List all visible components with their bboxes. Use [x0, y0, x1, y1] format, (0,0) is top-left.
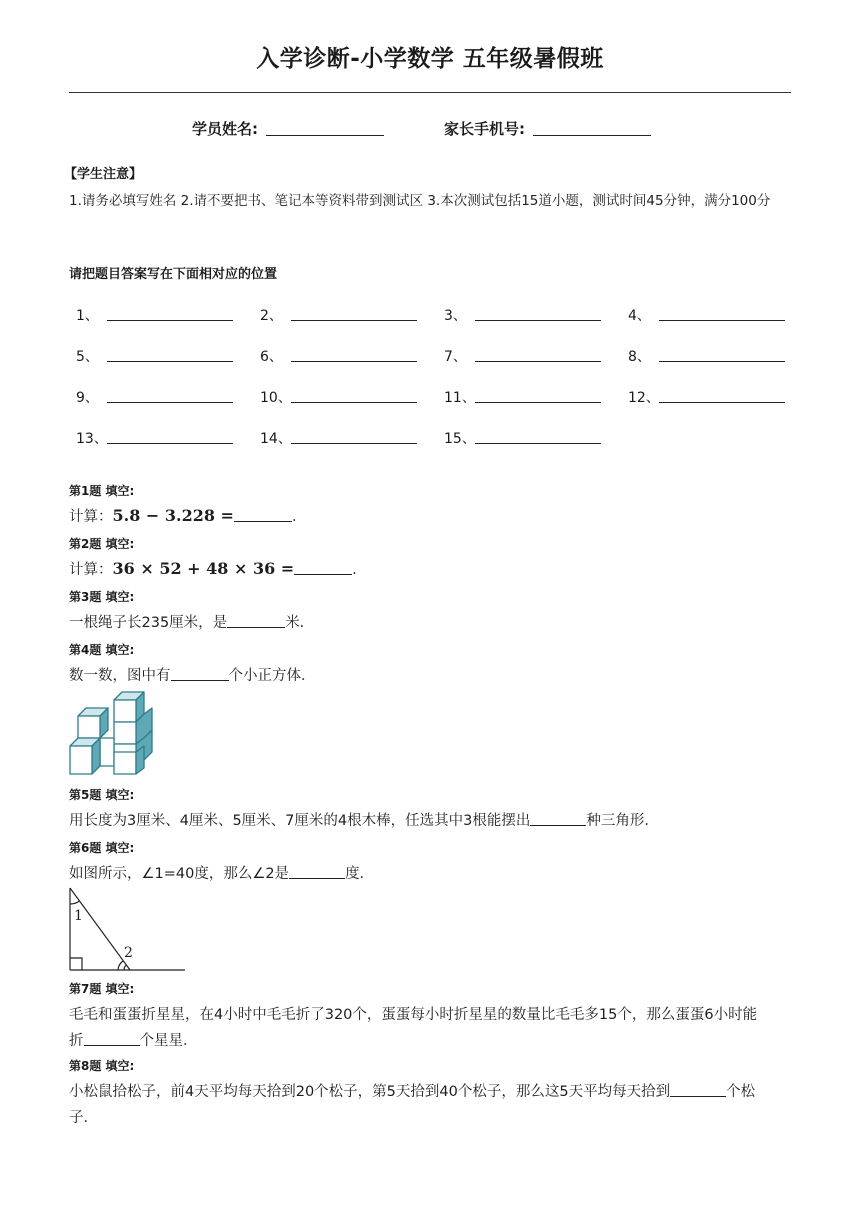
question-1-expression: 5.8 − 3.228 =	[112, 506, 234, 525]
parent-phone-label: 家长手机号:	[444, 120, 525, 138]
question-8-line-1: 小松鼠拾松子，前4天平均每天拾到20个松子，第5天拾到40个松子，那么这5天平均每天拾到 个松	[69, 1084, 756, 1100]
answer-slot-9[interactable]: 9、	[76, 387, 108, 407]
question-5-text: 用长度为3厘米、4厘米、5厘米、7厘米的4根木棒，任选其中3根能摆出 种三角形．	[69, 813, 659, 829]
answer-slot-14[interactable]: 14、	[260, 428, 292, 448]
answer-sheet-heading: 请把题目答案写在下面相对应的位置	[69, 267, 278, 282]
question-1-text: 计算：5.8 − 3.228 = ．	[69, 506, 307, 525]
answer-slot-3[interactable]: 3、	[444, 305, 476, 325]
answer-slot-5[interactable]: 5、	[76, 346, 108, 366]
answer-slot-6[interactable]: 6、	[260, 346, 292, 366]
question-2-expression: 36 × 52 + 48 × 36 =	[112, 559, 295, 578]
question-3-heading: 第3题 填空:	[69, 590, 135, 604]
question-6-heading: 第6题 填空:	[69, 841, 135, 855]
student-name-blank[interactable]	[266, 121, 384, 136]
question-5-heading: 第5题 填空:	[69, 788, 135, 802]
question-7-line-1: 毛毛和蛋蛋折星星，在4小时中毛毛折了320个，蛋蛋每小时折星星的数量比毛毛多15个，那么蛋蛋6小时能	[69, 1007, 758, 1023]
student-name-label: 学员姓名:	[192, 120, 258, 138]
cubes-figure	[68, 690, 158, 778]
angle-2-label: 2	[124, 945, 133, 961]
question-2-text: 计算：36 × 52 + 48 × 36 = ．	[69, 559, 367, 578]
question-6-blank[interactable]	[289, 864, 345, 879]
question-6-text: 如图所示，∠1=40度，那么∠2是 度．	[69, 866, 375, 882]
question-4-heading: 第4题 填空:	[69, 643, 135, 657]
title-divider	[69, 92, 791, 93]
question-2-blank[interactable]	[294, 560, 352, 575]
answer-slot-11[interactable]: 11、	[444, 387, 476, 407]
parent-phone-field	[444, 118, 651, 139]
answer-slot-2[interactable]: 2、	[260, 305, 292, 325]
question-4-text: 数一数，图中有 个小正方体．	[69, 668, 316, 684]
answer-slot-8[interactable]: 8、	[628, 346, 660, 366]
question-7-blank[interactable]	[84, 1031, 140, 1046]
parent-phone-blank[interactable]	[533, 121, 651, 136]
question-8-blank[interactable]	[670, 1082, 726, 1097]
question-3-text: 一根绳子长235厘米，是 米．	[69, 615, 315, 631]
answer-slot-7[interactable]: 7、	[444, 346, 476, 366]
question-1-heading: 第1题 填空:	[69, 484, 135, 498]
answer-slot-10[interactable]: 10、	[260, 387, 292, 407]
question-7-line-2: 折 个星星．	[69, 1033, 198, 1049]
question-8-heading: 第8题 填空:	[69, 1059, 135, 1073]
question-2-heading: 第2题 填空:	[69, 537, 135, 551]
page-title: 入学诊断-小学数学 五年级暑假班	[256, 46, 604, 72]
question-8-line-2: 子．	[69, 1110, 98, 1126]
answer-slot-12[interactable]: 12、	[628, 387, 660, 407]
question-4-blank[interactable]	[171, 666, 229, 681]
notice-text: 1.请务必填写姓名 2.请不要把书、笔记本等资料带到测试区 3.本次测试包括15道小题，测试时间45分钟，满分100分	[69, 193, 771, 209]
angle-1-label: 1	[74, 908, 83, 924]
question-3-blank[interactable]	[227, 613, 285, 628]
question-7-heading: 第7题 填空:	[69, 982, 135, 996]
question-5-blank[interactable]	[530, 811, 586, 826]
answer-slot-15[interactable]: 15、	[444, 428, 476, 448]
notice-heading: 【学生注意】	[64, 167, 143, 182]
triangle-figure	[66, 886, 190, 974]
student-name-field	[192, 118, 384, 139]
answer-slot-1[interactable]: 1、	[76, 305, 108, 325]
answer-slot-4[interactable]: 4、	[628, 305, 660, 325]
question-1-blank[interactable]	[234, 507, 292, 522]
answer-slot-13[interactable]: 13、	[76, 428, 108, 448]
